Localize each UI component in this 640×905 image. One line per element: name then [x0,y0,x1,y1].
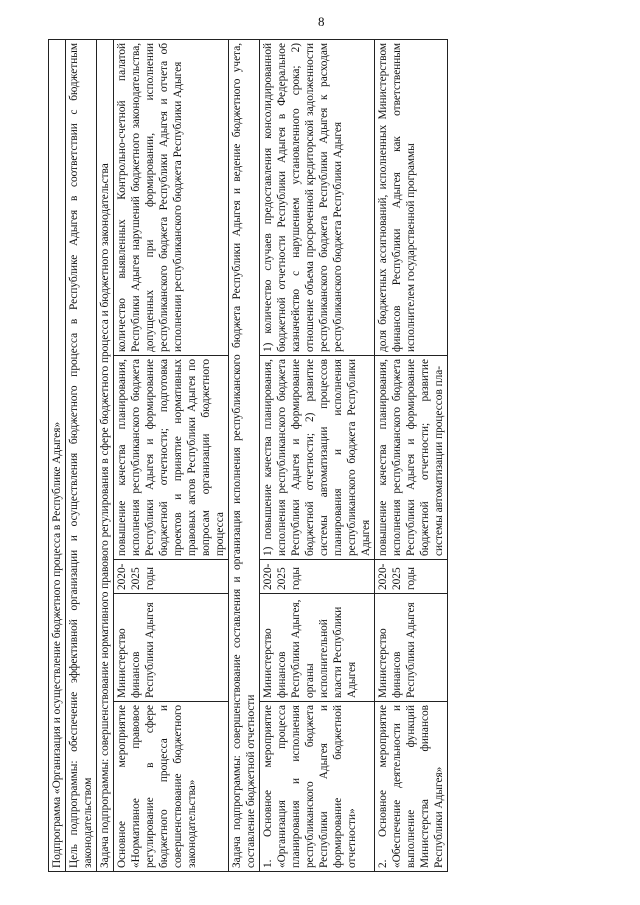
row1-measure: Основное мероприятие «Нормативное правовое регулирование в сфере бюджетного процесса и совершенствование бюджетного законодательства» [114,702,229,872]
row2-result: 1) повышение качества планирования, исполнения республиканского бюджета Республики Адыгея и формирование бюджетной отчетности; 2) развитие системы автоматизации процессов планирования и исполнения республиканского бюджета Республики Адыгея [260,356,375,560]
row2-measure: 1. Основное мероприятие «Организация процесса планирования и исполнения республиканского бюджета Республики Адыгея и формирование бюджетной отчетности» [260,702,375,872]
table-row [114,39,229,871]
row3-measure: 2. Основное мероприятие «Обеспечение деятельности и выполнение функций Министерства финансов Республики Адыгея» [375,702,448,872]
row3-result: повышение качества планирования, исполнения республиканского бюджета Республики Адыгея и формирование бюджетной отчетности; развитие системы автоматизации процессов пла- [375,356,448,560]
program-title-row [49,39,66,871]
row3-executor: Министерство финансов Республики Адыгея [375,594,448,702]
table-row [260,39,375,871]
row2-executor: Министерство финансов Республики Адыгея, органы исполнительной власти Республики Адыгея [260,594,375,702]
program-goal: Цель подпрограммы: обеспечение эффективной организации и осуществления бюджетного процесса в Республике Адыгея в соответствии с бюджетным законодательством [66,39,97,871]
row1-executor: Министерство финансов Республики Адыгея [114,594,229,702]
row3-period: 2020-2025 годы [375,560,448,594]
row1-indicator: количество выявленных Контрольно-счетной палатой Республики Адыгея нарушений бюджетного законодательства, допущенных при формировании, исполнении республиканского бюджета Республики Адыгея и отчета об исполнении республиканского бюджета Республики Адыгея [114,39,229,355]
program-table [48,39,448,872]
task2-text: Задача подпрограммы: совершенствование составления и организация исполнения республиканского бюджета Республики Адыгея и ведение бюджетного учета, составление бюджетной отчетности [229,39,260,871]
program-goal-row [66,39,97,871]
task1-row [97,39,114,871]
row3-indicator: доля бюджетных ассигнований, исполненных Министерством финансов Республики Адыгея как ответственным исполнителем государственной программы [375,39,448,355]
program-title: Подпрограмма «Организация и осуществление бюджетного процесса в Республике Адыгея» [49,39,66,871]
row2-indicator: 1) количество случаев предоставления консолидированной бюджетной отчетности Республики Адыгея в Федеральное казначейство с нарушением установленного срока; 2) отношение объема просроченной кредиторской задолженности республиканского бюджета Республики Адыгея к расходам республиканского бюджета Республики Адыгея [260,39,375,355]
row1-result: повышение качества планирования, исполнения республиканского бюджета Республики Адыгея и формирование бюджетной отчетности; подготовка проектов и принятие нормативных правовых актов Республики Адыгея по вопросам организации бюджетного процесса [114,356,229,560]
table-row [375,39,448,871]
rotated-table-container [48,40,608,872]
task2-row [229,39,260,871]
row1-period: 2020-2025 годы [114,560,229,594]
row2-period: 2020-2025 годы [260,560,375,594]
task1-text: Задача подпрограммы: совершенствование нормативного правового регулирования в сфере бюджетного процесса и бюджетного законодательства [97,39,114,871]
page-number: 8 [318,14,325,29]
